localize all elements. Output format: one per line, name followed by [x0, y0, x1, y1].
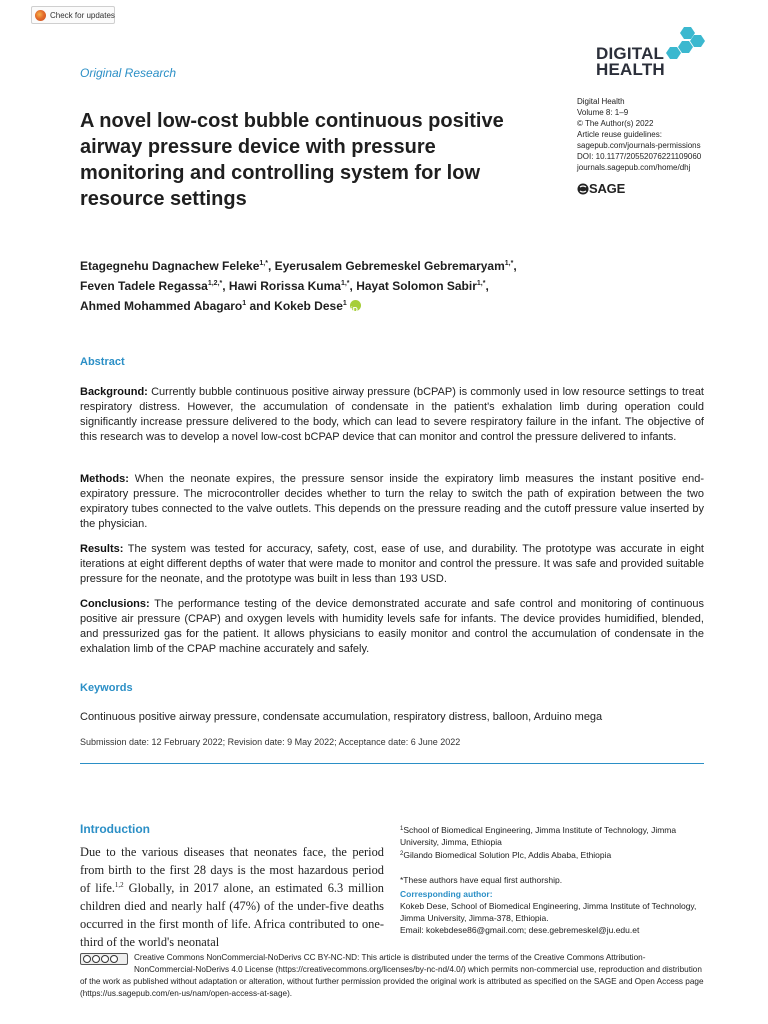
- corresponding-author: Kokeb Dese, School of Biomedical Engineering, Jimma Institute of Technology, Jimma University, Jimma-378, Ethiopia.: [400, 901, 697, 923]
- check-for-updates-label: Check for updates: [50, 10, 115, 20]
- author-name[interactable]: Hayat Solomon Sabir: [356, 279, 477, 293]
- crossmark-icon: [35, 10, 46, 21]
- author-affil: 1,2,*: [207, 280, 223, 287]
- author-affil: 1,*: [340, 280, 350, 287]
- introduction-text: Due to the various diseases that neonates face, the period from birth to the first 28 days is the most hazardous period of life.$^{1,2}$ Globally, in 2017 alone, an estimated 6.3 million children died and nearly half (47%) of the under-five deaths occurred in the first month of life. Africa contributed to one-third of the world's neonatal: [80, 845, 385, 949]
- author-affil: 1: [242, 300, 247, 307]
- affiliation-1: $^1$School of Biomedical Engineering, Jimma Institute of Technology, Jimma University, Jimma, Ethiopia: [400, 825, 677, 847]
- author-affil: 1,*: [504, 260, 514, 267]
- abstract-heading: Abstract: [80, 356, 125, 368]
- license-footer: [80, 952, 704, 1000]
- article-title: A novel low-cost bubble continuous positive airway pressure device with pressure monitoring and controlling system for low resource settings: [80, 110, 504, 210]
- check-for-updates-button[interactable]: [31, 6, 115, 24]
- abstract-methods: Methods: When the neonate expires, the pressure sensor inside the expiratory limb measures the instant positive end-expiratory pressure. The microcontroller decides whether to turn the relay to switch the path of expiration between the two expiratory tubes connected to the valve outlets. This depends on the pressure reading and the cutoff pressure value inserted by the physician.: [80, 473, 704, 530]
- license-text: Creative Commons NonCommercial-NoDerivs CC BY-NC-ND: This article is distributed under the terms of the Creative Commons Attribution-NonCommercial-NoDerivs 4.0 License (https://creativecommons.org/licenses/by-nc-nd/4.0/) which permits non-commercial use, reproduction and distribution of the work as published without adaptation or alteration, without further permission provided the original work is attributed as specified on the SAGE and Open Access page (https://us.sagepub.com/en-us/nam/open-access-at-sage).: [80, 953, 704, 998]
- journal-logo-line1: DIGITAL: [596, 44, 665, 63]
- author-affil: 1,*: [259, 260, 268, 267]
- corresponding-author-heading: Corresponding author:: [400, 889, 493, 899]
- author-name[interactable]: Hawi Rorissa Kuma: [228, 279, 341, 293]
- abstract-conclusions: Conclusions: The performance testing of the device demonstrated accurate and safe control and monitoring of continuous positive air pressure (CPAP) and oxygen levels with humidity levels safe for infants. The device provides humidified, blended, and pressurized gas for the patient. It allows physicians to easily monitor and control the accumulation of condensate in the exhalation limb of the CPAP machine accurately and safely.: [80, 598, 704, 655]
- affiliation-2: $^2$Gilando Biomedical Solution Plc, Addis Ababa, Ethiopia: [400, 850, 612, 860]
- abstract-results: Results: The system was tested for accuracy, safety, cost, ease of use, and durability. The prototype was accurate in eight iterations at eight different depths of water that were made to monitor and control the pressure. It was safe and provided suitable pressure for the neonate, and the prototype was built in less than 193 USD.: [80, 543, 704, 585]
- citation[interactable]: 1,2: [114, 881, 124, 889]
- corresponding-email[interactable]: Email: kokebdese86@gmail.com; dese.gebremeskel@ju.edu.et: [400, 925, 640, 935]
- sage-logo-text: SAGE: [589, 181, 626, 196]
- author-affil: 1,*: [476, 280, 486, 287]
- orcid-icon[interactable]: [350, 300, 361, 311]
- author-name[interactable]: Feven Tadele Regassa: [80, 279, 208, 293]
- keywords-list: Continuous positive airway pressure, condensate accumulation, respiratory distress, balloon, Arduino mega: [80, 711, 603, 723]
- cc-by-nc-nd-icon[interactable]: [80, 953, 128, 965]
- journal-home-link[interactable]: journals.sagepub.com/home/dhj: [577, 163, 691, 172]
- author-list: [80, 256, 600, 316]
- author-line-3: Ahmed Mohammed Abagaro$^1$ and Kokeb Dese$^1$iD: [80, 296, 600, 316]
- equal-authorship-note: *These authors have equal first authorship.: [400, 875, 563, 885]
- author-name[interactable]: Etagegnehu Dagnachew Feleke: [80, 259, 260, 273]
- sage-logo: [577, 181, 625, 196]
- copyright: © The Author(s) 2022: [577, 119, 654, 128]
- doi[interactable]: DOI: 10.1177/20552076221109060: [577, 152, 702, 161]
- author-name[interactable]: Eyerusalem Gebremeskel Gebremaryam: [274, 259, 505, 273]
- journal-info: [577, 96, 747, 173]
- sage-swirl-icon: [577, 183, 589, 195]
- author-line-2: Feven Tadele Regassa$^{1,2,*}$, Hawi Rorissa Kuma$^{1,*}$, Hayat Solomon Sabir$^{1,*}$,: [80, 279, 489, 293]
- journal-name: Digital Health: [577, 97, 625, 106]
- journal-logo-line2: HEALTH: [596, 60, 665, 79]
- keywords-heading: Keywords: [80, 682, 133, 694]
- section-divider: [80, 763, 704, 764]
- author-name[interactable]: Kokeb Dese: [274, 299, 343, 313]
- journal-volume: Volume 8: 1–9: [577, 108, 629, 117]
- permissions-link[interactable]: sagepub.com/journals-permissions: [577, 141, 701, 150]
- introduction-heading: Introduction: [80, 822, 150, 836]
- hexagon-logo-icon: [664, 26, 706, 62]
- affiliations: [400, 824, 704, 936]
- article-type: Original Research: [80, 66, 177, 80]
- author-affil: 1: [342, 300, 347, 307]
- article-dates: Submission date: 12 February 2022; Revision date: 9 May 2022; Acceptance date: 6 June 2022: [80, 737, 461, 747]
- reuse-label: Article reuse guidelines:: [577, 130, 662, 139]
- abstract-background: Background: Currently bubble continuous positive airway pressure (bCPAP) is commonly used in low resource settings to treat respiratory distress. However, the accumulation of condensate in the patient's exhalation limb during operation could significantly increase pressure delivered to the body, which can lead to severe respiratory failure in the infant. The objective of this research was to develop a novel low-cost bCPAP device that can monitor and control the pressure delivered to infants.: [80, 386, 704, 443]
- author-name[interactable]: Ahmed Mohammed Abagaro: [80, 299, 243, 313]
- author-line-1: Etagegnehu Dagnachew Feleke$^{1,*}$, Eyerusalem Gebremeskel Gebremaryam$^{1,*}$,: [80, 259, 517, 273]
